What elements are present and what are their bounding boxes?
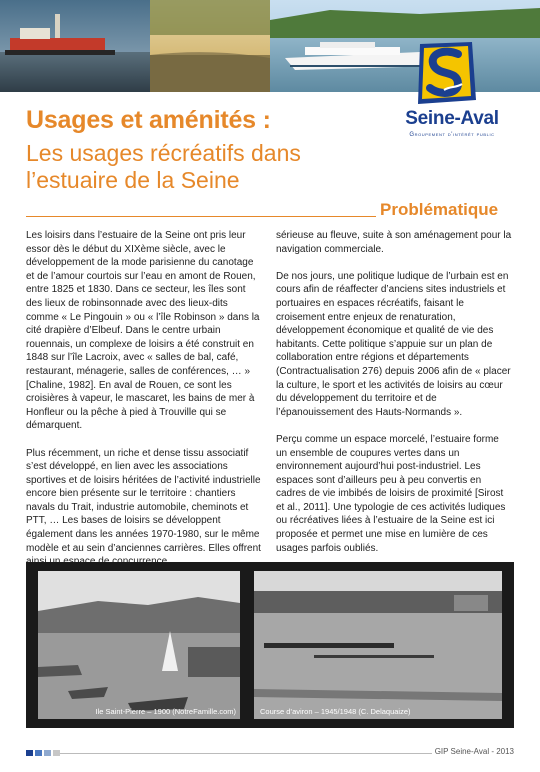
section-divider	[26, 216, 376, 217]
historical-photos-frame	[26, 562, 514, 728]
seine-aval-logo	[384, 40, 520, 140]
rowing-image	[254, 571, 502, 719]
photo-caption: Course d’aviron – 1945/1948 (C. Delaquaize)	[260, 707, 411, 716]
photo-course-aviron	[254, 571, 502, 719]
paragraph: Perçu comme un espace morcelé, l’estuaire forme un ensemble de coupures vertes dans un environnement aujourd’hui post-industriel. Les espaces sont d’ailleurs peu à peu convertis en cadres de vie imbibés de loisirs de proximité [Sirost et al., 2011]. Une typologie de ces activités ludiques ou récréatives liées à l’estuaire de la Seine est ici proposée et permet une mise en lumière de ces usages parfois oubliés.	[276, 433, 506, 554]
footer-square	[44, 750, 51, 756]
body-column-left	[26, 229, 262, 582]
footer-divider	[60, 753, 432, 754]
footer-square	[26, 750, 33, 756]
section-heading: Problématique	[380, 200, 499, 219]
paragraph: Plus récemment, un riche et dense tissu associatif s’est développé, en lien avec les associations sportives et de loisirs héritées de l’activité industrielle encore bien présente sur le territoire : chantiers navals du Trait, industrie automobile, cheminots et PTT, … Les bases de loisirs se développent également dans les années 1970-1980, sur le même modèle et au sein d’anciennes carrières. Elles offrent	[26, 447, 261, 554]
footer-square	[35, 750, 42, 756]
logo-subtitle: Groupement d'intérêt public	[409, 132, 495, 138]
page-title: Usages et aménités :	[26, 106, 271, 134]
photo-ile-saint-pierre	[38, 571, 240, 719]
page-subtitle: Les usages récréatifs dans l’estuaire de la Seine	[26, 140, 301, 193]
paragraph: sérieuse au fleuve, suite à son aménagement pour la navigation commerciale.	[276, 230, 512, 255]
footer-credit: GIP Seine-Aval - 2013	[434, 747, 514, 756]
paragraph: De nos jours, une politique ludique de l’urbain est en cours afin de réaffecter d’anciens sites industriels et portuaires en espaces récréatifs, faisant le croisement entre enjeux de renaturation, développement économique et qualité de vie des habitants. Cette politique s’appuie sur un plan de collaboration entre régions et départements (Contractualisation 276) depuis 2006 afin de « placer la culture, le sport et les activités de loisirs au cœur du développement du territoire et de l’épanouissement des Hauts-Normands ».	[276, 270, 511, 418]
photo-caption: Ile Saint-Pierre – 1900 (NotreFamille.com)	[95, 707, 236, 716]
footer-color-squares	[26, 750, 60, 756]
logo-badge-icon	[414, 40, 478, 106]
logo-name: Seine-Aval	[405, 108, 499, 129]
body-column-right	[276, 229, 512, 569]
footer-square	[53, 750, 60, 756]
paragraph: Les loisirs dans l’estuaire de la Seine ont pris leur essor dès le début du XIXème siècle, avec le développement de la mode parisienne du canotage et de l’amour courtois sur l’eau en amont de Rouen, entre 1825 et 1830. Dans ce secteur, les îles sont des lieux de robinsonnade avec des lieux-dits comme « Le Pingouin » ou « l’île Robinson » dans la cité drapière d’Elbeuf. Dans le centre urbain rouennais, un complexe de loisirs a été construit en 1848 sur l’île Lacroix, avec « salles de bal, café, restaurant, ménagerie, salles de conférences, … » [Chaline, 1982]. En aval de Rouen, ce sont les croisières à vapeur, le mascaret, les bains de mer à Honfleur ou la pêche à pied à Trouville qui se démarquent.	[26, 230, 260, 432]
postcard-image	[38, 571, 240, 719]
